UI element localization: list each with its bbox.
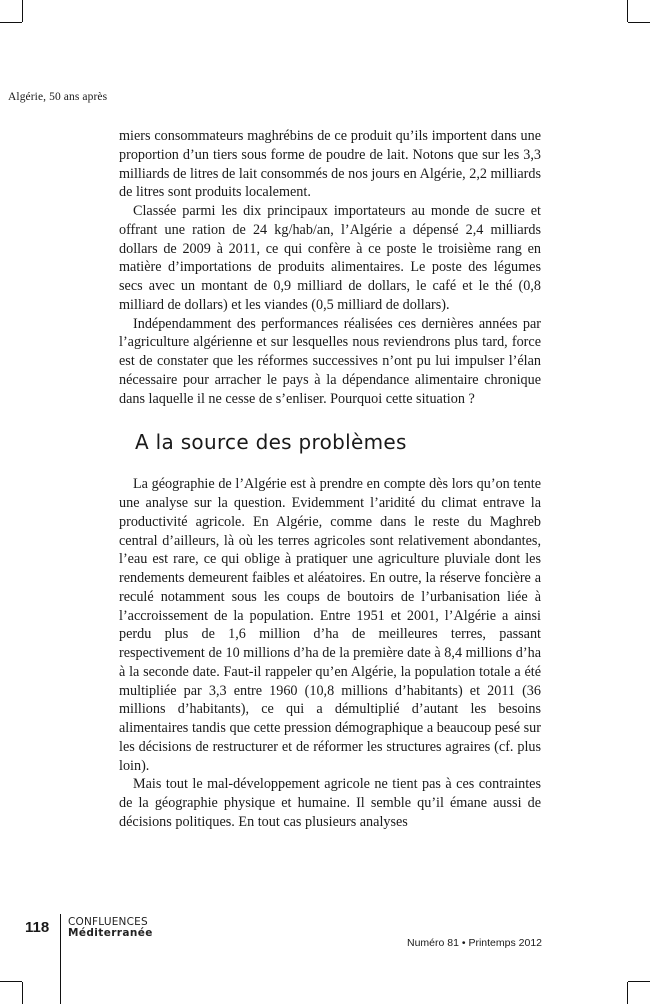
crop-mark (628, 22, 650, 23)
crop-mark (22, 982, 23, 1004)
paragraph: La géographie de l’Algérie est à prendre en compte dès lors qu’on tente une analyse sur la question. Evidemment l’aridité du climat entrave la productivité agricole. En Algérie, comme dans le reste du Maghreb central d’ailleurs, là où les terres agricoles sont relativement abondantes, l’eau est rare, ce qui oblige à pratiquer une agriculture pluviale dont les rendements demeurent faibles et aléatoires. En outre, la réserve foncière a reculé notamment sous les coups de boutoirs de l’urbanisation liée à l’accroissement de la population. Entre 1951 et 2001, l’Algérie a ainsi perdu plus de 1,6 million d’ha de meilleures terres, passant respectivement de 10 millions d’ha de la première date à 8,4 millions d’ha à la seconde date. Faut-il rappeler qu’en Algérie, la population totale a été multipliée par 3,3 entre 1960 (10,8 millions d’habitants) et 2011 (36 millions d’habitants), ce qui a démultiplié d’autant les besoins alimentaires tandis que cette pression démographique a beaucoup pesé sur les décisions de restructurer et de réformer les structures agraires (cf. plus loin). (119, 476, 541, 774)
crop-mark (627, 982, 628, 1004)
paragraph: Classée parmi les dix principaux importateurs au monde de sucre et offrant une ration de 24 kg/hab/an, l’Algérie a dépensé 2,4 milliards dollars de 2009 à 2011, ce qui confère à ce poste le troisième rang en matière d’importations de produits alimentaires. Le poste des légumes secs avec un montant de 0,9 milliard de dollars, le café et le thé (0,8 milliard de dollars) et les viandes (0,5 milliard de dollars). (119, 203, 541, 313)
crop-mark (628, 981, 650, 982)
article-body (119, 127, 541, 832)
logo-line2: Méditerranée (68, 927, 153, 939)
paragraph: Indépendamment des performances réalisées ces dernières années par l’agriculture algérienne et sur lesquelles nous reviendrons plus tard, force est de constater que les réformes successives n’ont pu lui impulser l’élan nécessaire pour arracher le pays à la dépendance alimentaire chronique dans laquelle il ne cesse de s’enliser. Pourquoi cette situation ? (119, 315, 541, 407)
paragraph: miers consommateurs maghrébins de ce produit qu’ils importent dans une proportion d’un tiers sous forme de poudre de lait. Notons que sur les 3,3 milliards de litres de lait consommés de nos jours en Algérie, 2,2 milliards de litres sont produits localement. (119, 128, 541, 201)
crop-mark (0, 981, 22, 982)
logo-line1: CONFLUENCES (68, 916, 148, 928)
crop-mark (0, 22, 22, 23)
section-title: A la source des problèmes (135, 430, 407, 455)
crop-mark (22, 0, 23, 22)
paragraph: Mais tout le mal-développement agricole ne tient pas à ces contraintes de la géographie physique et humaine. Il semble qu’il émane aussi de décisions politiques. En tout cas plusieurs analyses (119, 776, 541, 830)
crop-mark (627, 0, 628, 22)
page-number: 118 (25, 919, 50, 936)
journal-logo (68, 917, 153, 939)
footer-rule (60, 914, 61, 1004)
running-head: Algérie, 50 ans après (8, 91, 108, 103)
issue-label: Numéro 81 • Printemps 2012 (407, 937, 542, 949)
